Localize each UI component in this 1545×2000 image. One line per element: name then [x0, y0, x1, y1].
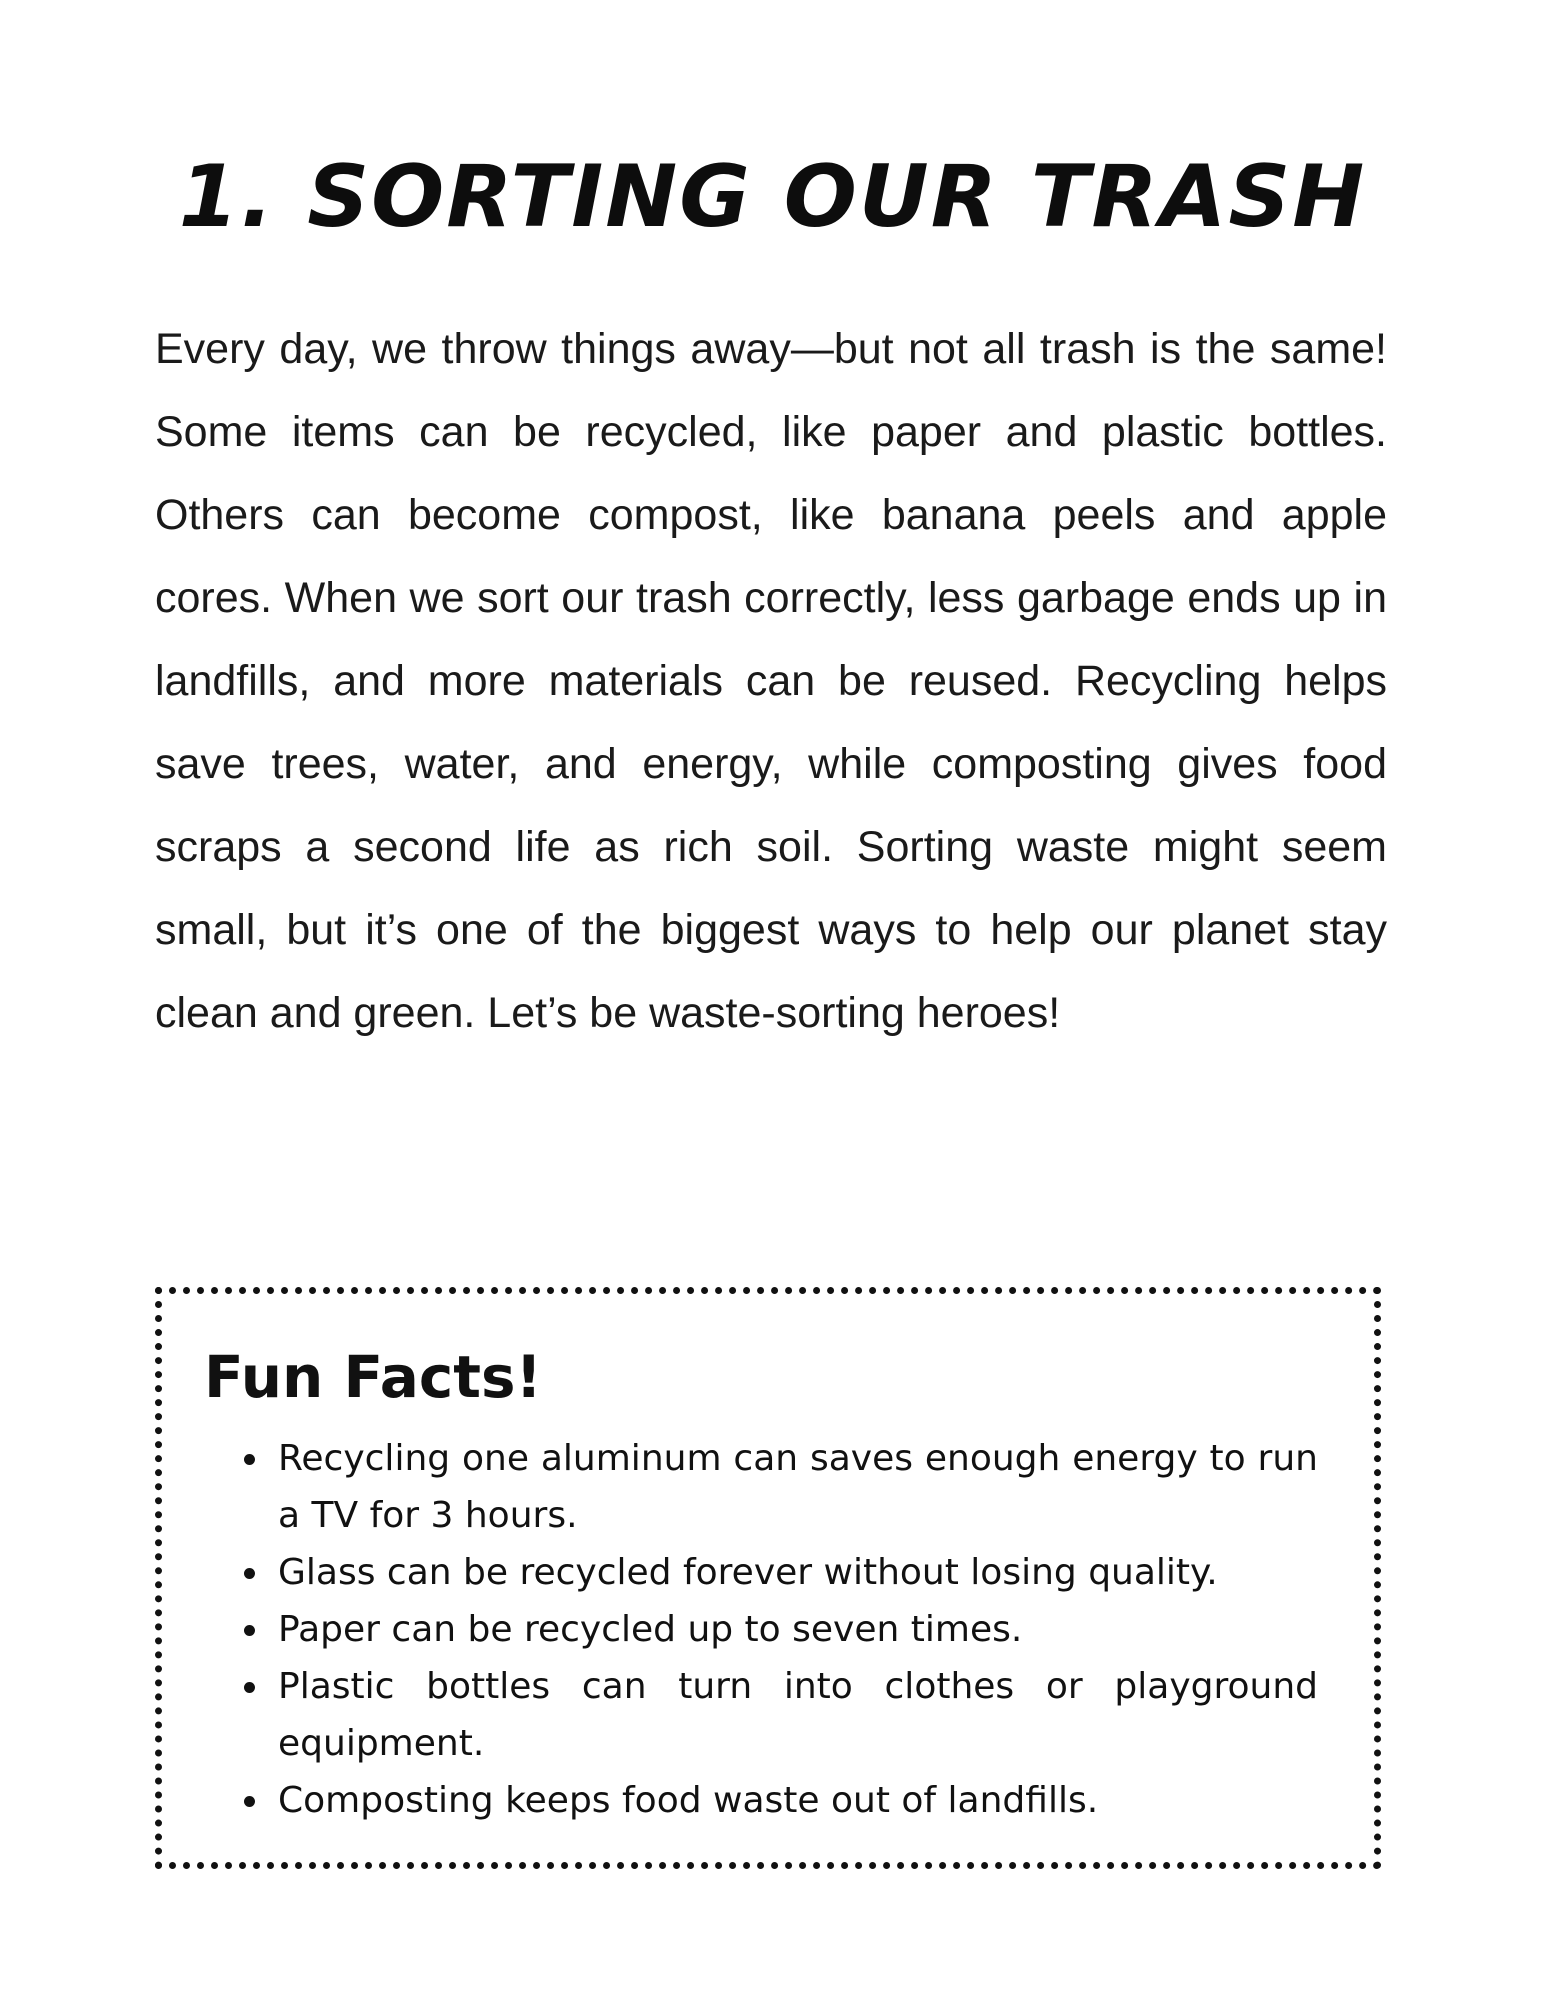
page-title: 1. SORTING OUR TRASH	[178, 147, 1367, 247]
fun-fact-item: • Plastic bottles can turn into clothes or playground equipment.	[272, 1658, 1318, 1772]
fun-facts-list	[232, 1430, 1318, 1829]
fun-fact-item: • Recycling one aluminum can saves enough energy to run a TV for 3 hours.	[272, 1430, 1318, 1544]
fun-fact-item: • Glass can be recycled forever without losing quality.	[272, 1544, 1318, 1601]
intro-paragraph: Every day, we throw things away—but not all trash is the same! Some items can be recycled, like paper and plastic bottles. Others can become compost, like banana peels and apple cores. When we sort our trash correctly, less garbage ends up in landfills, and more materials can be reused. Recycling helps save trees, water, and energy, while composting gives food scraps a second life as rich soil. Sorting waste might seem small, but it’s one of the biggest ways to help our planet stay clean and green. Let’s be waste-sorting heroes!	[155, 325, 1387, 1037]
fun-facts-heading: Fun Facts!	[204, 1343, 542, 1411]
fun-fact-item: • Composting keeps food waste out of landfills.	[272, 1772, 1318, 1829]
fun-facts-box	[155, 1287, 1381, 1869]
fun-fact-item: • Paper can be recycled up to seven times.	[272, 1601, 1318, 1658]
